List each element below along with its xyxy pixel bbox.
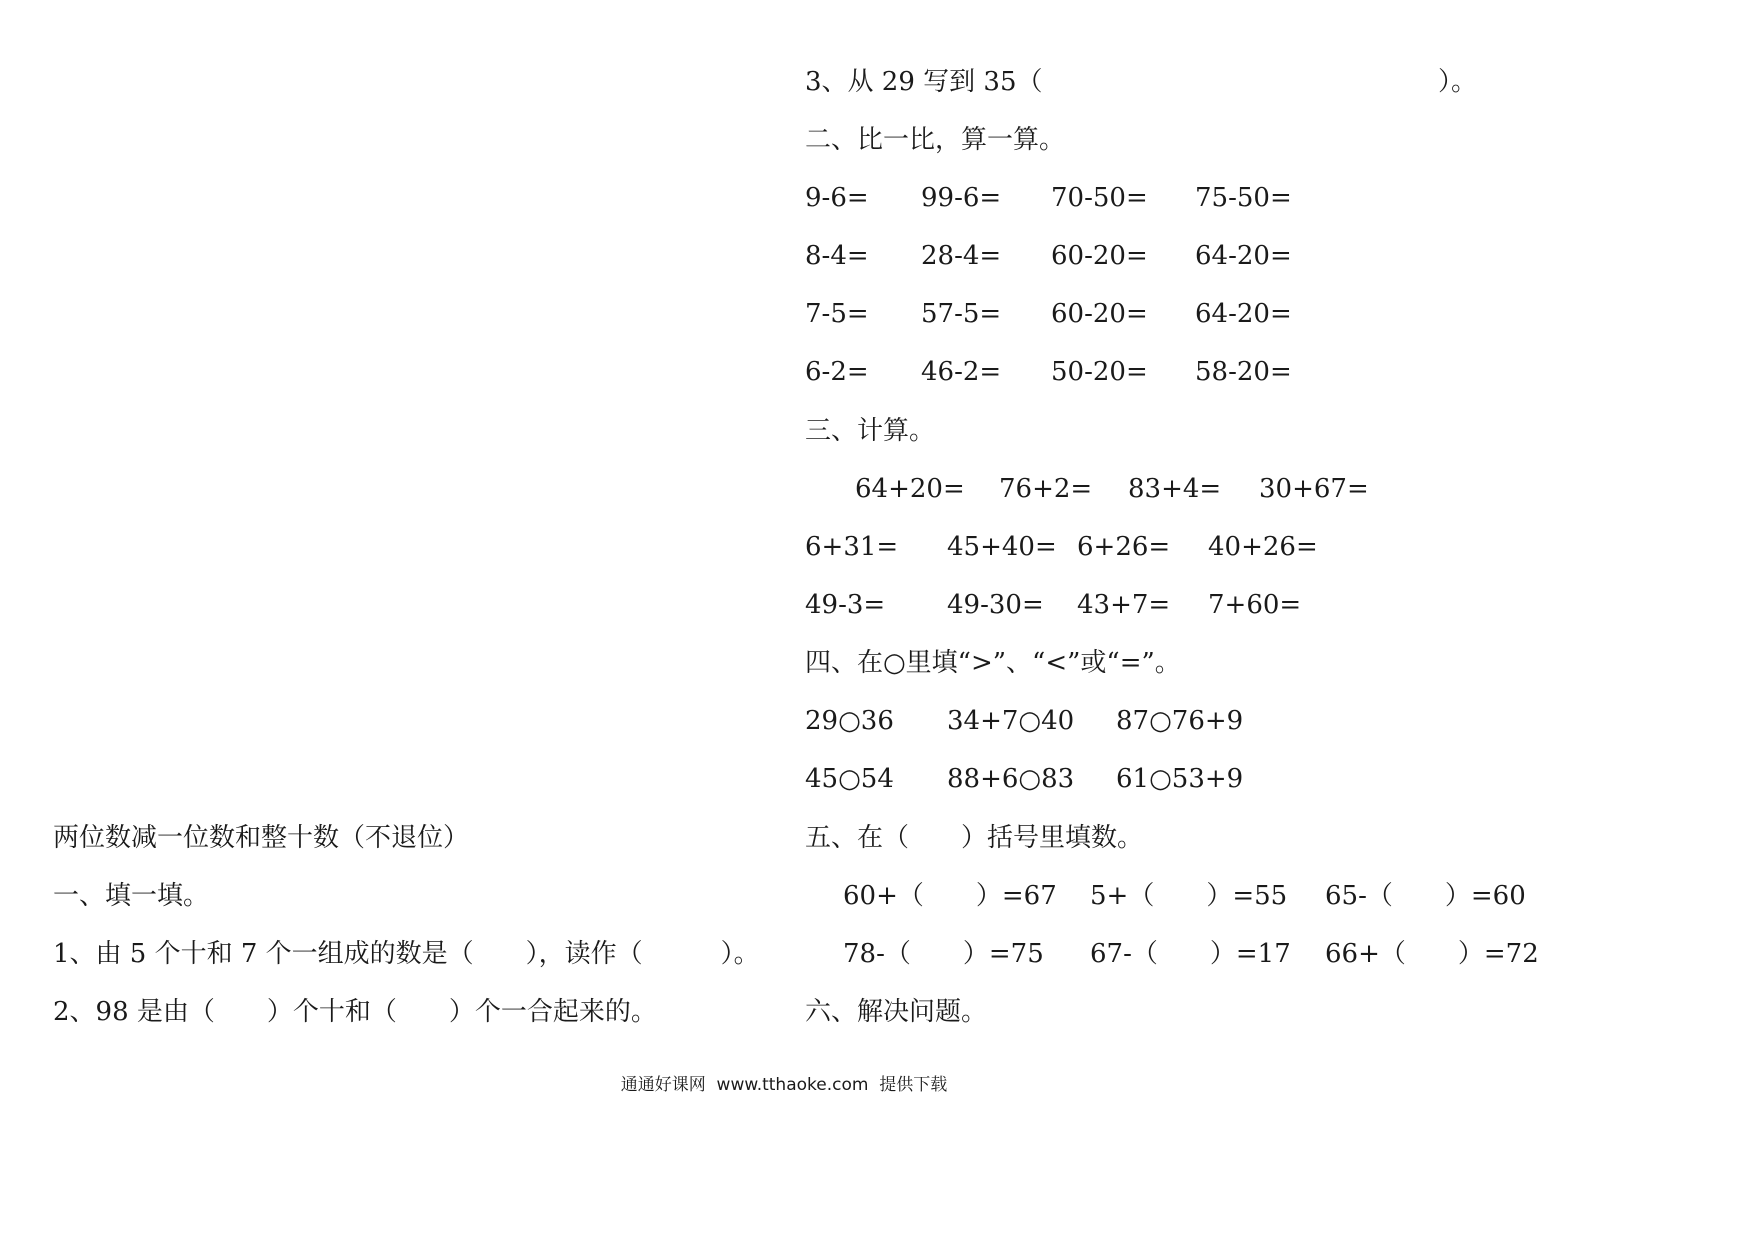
expression: 49-3= bbox=[805, 590, 886, 620]
expression: 50-20= bbox=[1051, 357, 1148, 387]
expression: 6-2= bbox=[805, 357, 869, 387]
fill-blank: 67-（ ）=17 bbox=[1090, 939, 1291, 969]
expression: 30+67= bbox=[1259, 474, 1369, 504]
comparison: 87○76+9 bbox=[1116, 706, 1244, 736]
expression: 45+40= bbox=[947, 532, 1057, 562]
comparison: 45○54 bbox=[805, 764, 894, 794]
expression: 60-20= bbox=[1051, 241, 1148, 271]
expression: 64-20= bbox=[1195, 241, 1292, 271]
expression: 58-20= bbox=[1195, 357, 1292, 387]
comparison: 34+7○40 bbox=[947, 706, 1075, 736]
expression: 64+20= bbox=[855, 474, 965, 504]
comparison: 61○53+9 bbox=[1116, 764, 1244, 794]
expression: 46-2= bbox=[921, 357, 1002, 387]
expression: 6+31= bbox=[805, 532, 899, 562]
section3-heading: 三、计算。 bbox=[805, 416, 936, 446]
expression: 70-50= bbox=[1051, 183, 1148, 213]
worksheet-title: 两位数减一位数和整十数（不退位） bbox=[53, 823, 470, 853]
expression: 83+4= bbox=[1128, 474, 1222, 504]
expression: 7-5= bbox=[805, 299, 869, 329]
expression: 57-5= bbox=[921, 299, 1002, 329]
expression: 9-6= bbox=[805, 183, 869, 213]
comparison: 88+6○83 bbox=[947, 764, 1075, 794]
expression: 8-4= bbox=[805, 241, 869, 271]
expression: 64-20= bbox=[1195, 299, 1292, 329]
expression: 60-20= bbox=[1051, 299, 1148, 329]
expression: 43+7= bbox=[1077, 590, 1171, 620]
expression: 40+26= bbox=[1208, 532, 1318, 562]
question-3-end: ）。 bbox=[1438, 67, 1478, 97]
expression: 99-6= bbox=[921, 183, 1002, 213]
section1-heading: 一、填一填。 bbox=[53, 881, 210, 911]
expression: 75-50= bbox=[1195, 183, 1292, 213]
question-1: 1、由 5 个十和 7 个一组成的数是（ ），读作（ ）。 bbox=[53, 939, 760, 969]
section2-heading: 二、比一比，算一算。 bbox=[805, 125, 1066, 155]
comparison: 29○36 bbox=[805, 706, 894, 736]
expression: 49-30= bbox=[947, 590, 1044, 620]
fill-blank: 5+（ ）=55 bbox=[1090, 881, 1288, 911]
section6-heading: 六、解决问题。 bbox=[805, 997, 988, 1027]
footer-credit: 通通好课网 www.tthaoke.com 提供下载 bbox=[620, 1075, 948, 1095]
fill-blank: 60+（ ）=67 bbox=[843, 881, 1057, 911]
section5-heading: 五、在（ ）括号里填数。 bbox=[805, 823, 1144, 853]
fill-blank: 78-（ ）=75 bbox=[843, 939, 1044, 969]
expression: 7+60= bbox=[1208, 590, 1302, 620]
fill-blank: 66+（ ）=72 bbox=[1325, 939, 1539, 969]
expression: 76+2= bbox=[999, 474, 1093, 504]
question-3: 3、从 29 写到 35（ bbox=[805, 67, 1043, 97]
fill-blank: 65-（ ）=60 bbox=[1325, 881, 1526, 911]
expression: 28-4= bbox=[921, 241, 1002, 271]
expression: 6+26= bbox=[1077, 532, 1171, 562]
question-2: 2、98 是由（ ）个十和（ ）个一合起来的。 bbox=[53, 997, 657, 1027]
section4-heading: 四、在○里填“>”、“<”或“=”。 bbox=[805, 648, 1181, 678]
